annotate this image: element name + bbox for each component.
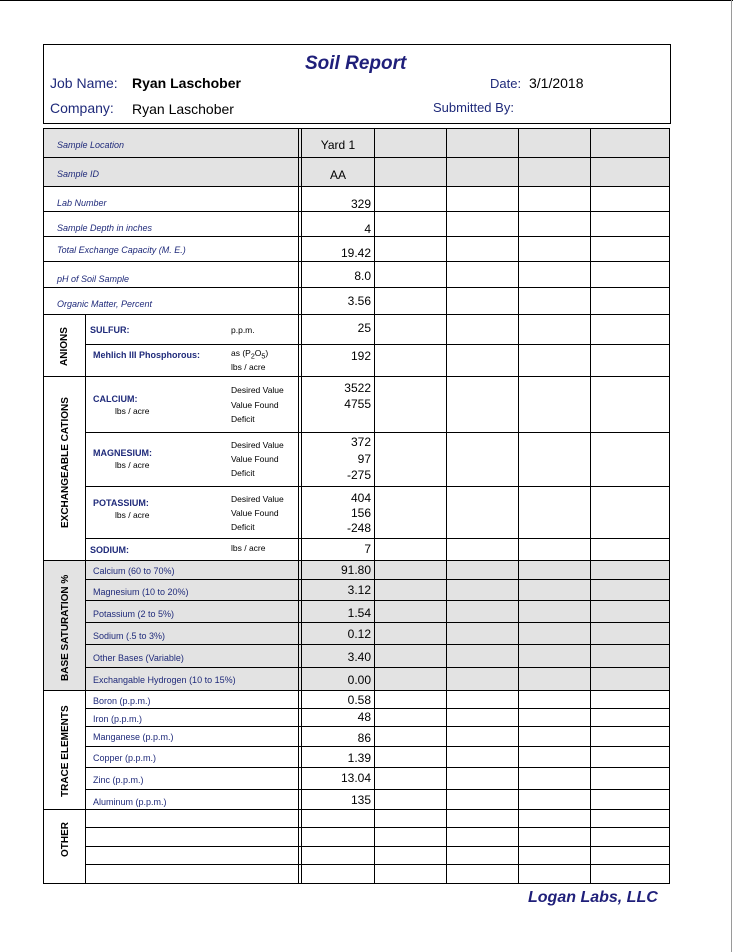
sample-location-value: Yard 1 [320, 138, 356, 152]
calcium-unit: lbs / acre [115, 406, 150, 416]
iron-value: 48 [357, 710, 371, 724]
sodium-label: SODIUM: [90, 545, 129, 555]
copper-value: 1.39 [347, 751, 371, 765]
magnesium-label: MAGNESIUM: [93, 448, 152, 458]
potassium-unit: lbs / acre [115, 510, 150, 520]
report-title: Soil Report [305, 53, 407, 74]
boron-value: 0.58 [347, 693, 371, 707]
magnesium-deficit-label: Deficit [231, 468, 255, 478]
tec-value: 19.42 [340, 246, 371, 260]
section-other: OTHER [60, 822, 71, 857]
ph-label: pH of Soil Sample [57, 274, 130, 284]
potassium-desired-label: Desired Value [231, 494, 284, 504]
bs-hydrogen-value: 0.00 [347, 673, 371, 687]
potassium-found-value: 156 [350, 506, 371, 520]
company-value: Ryan Laschober [132, 101, 234, 117]
bs-calcium-value: 91.80 [340, 563, 371, 577]
calcium-found-label: Value Found [231, 400, 279, 410]
zinc-value: 13.04 [340, 771, 371, 785]
section-anions: ANIONS [59, 327, 70, 366]
magnesium-unit: lbs / acre [115, 460, 150, 470]
potassium-found-label: Value Found [231, 508, 279, 518]
company-label: Company: [50, 100, 114, 116]
bs-sodium-value: 0.12 [347, 627, 371, 641]
manganese-label: Manganese (p.p.m.) [93, 732, 174, 742]
sulfur-value: 25 [357, 321, 371, 335]
organic-matter-value: 3.56 [347, 294, 371, 308]
potassium-desired-value: 404 [350, 491, 371, 505]
job-name-value: Ryan Laschober [132, 75, 241, 91]
phosphorous-unit: as $(P_2O_5)$ [231, 348, 269, 361]
sample-location-label: Sample Location [57, 140, 125, 150]
tec-label: Total Exchange Capacity (M. E.) [57, 245, 186, 255]
aluminum-value: 135 [350, 793, 371, 807]
sample-id-label: Sample ID [57, 169, 100, 179]
bs-other-bases-label: Other Bases (Variable) [93, 653, 184, 663]
section-trace-elements: TRACE ELEMENTS [60, 705, 71, 797]
phosphorous-value: 192 [350, 349, 371, 363]
calcium-desired-label: Desired Value [231, 385, 284, 395]
magnesium-desired-value: 372 [350, 435, 371, 449]
bs-magnesium-label: Magnesium (10 to 20%) [93, 587, 189, 597]
potassium-deficit-label: Deficit [231, 522, 255, 532]
date-label: Date: [490, 76, 522, 91]
phosphorous-unit-2: lbs / acre [231, 362, 266, 372]
date-value: 3/1/2018 [529, 75, 584, 91]
magnesium-found-value: 97 [357, 452, 371, 466]
sample-depth-value: 4 [364, 222, 371, 236]
calcium-found-value: 4755 [344, 397, 371, 411]
iron-label: Iron (p.p.m.) [93, 714, 143, 724]
calcium-label: CALCIUM: [93, 394, 138, 404]
potassium-deficit-value: -248 [346, 521, 371, 535]
footer-company: Logan Labs, LLC [528, 889, 658, 906]
bs-calcium-label: Calcium (60 to 70%) [93, 566, 175, 576]
calcium-desired-value: 3522 [344, 381, 371, 395]
job-name-label: Job Name: [50, 75, 118, 91]
lab-number-label: Lab Number [57, 198, 107, 208]
magnesium-found-label: Value Found [231, 454, 279, 464]
magnesium-desired-label: Desired Value [231, 440, 284, 450]
ph-value: 8.0 [354, 269, 371, 283]
organic-matter-label: Organic Matter, Percent [57, 299, 153, 309]
calcium-deficit-label: Deficit [231, 414, 255, 424]
copper-label: Copper (p.p.m.) [93, 753, 157, 763]
submitted-by-label: Submitted By: [433, 100, 514, 115]
boron-label: Boron (p.p.m.) [93, 696, 151, 706]
bs-hydrogen-label: Exchangable Hydrogen (10 to 15%) [93, 675, 236, 685]
sodium-unit: lbs / acre [231, 543, 266, 553]
zinc-label: Zinc (p.p.m.) [93, 775, 144, 785]
sulfur-label: SULFUR: [90, 325, 130, 335]
lab-number-value: 329 [350, 197, 371, 211]
bs-potassium-label: Potassium (2 to 5%) [93, 609, 175, 619]
potassium-label: POTASSIUM: [93, 498, 149, 508]
aluminum-label: Aluminum (p.p.m.) [93, 797, 167, 807]
phosphorous-label: Mehlich III Phosphorous: [93, 350, 201, 360]
bs-sodium-label: Sodium (.5 to 3%) [93, 631, 166, 641]
manganese-value: 86 [357, 731, 371, 745]
sodium-value: 7 [364, 542, 371, 556]
sample-id-value: AA [329, 168, 346, 182]
magnesium-deficit-value: -275 [346, 468, 371, 482]
section-exchangeable-cations: EXCHANGEABLE CATIONS [60, 397, 71, 528]
bs-potassium-value: 1.54 [347, 606, 371, 620]
section-base-saturation: BASE SATURATION % [60, 574, 71, 681]
bs-other-bases-value: 3.40 [347, 650, 371, 664]
sample-depth-label: Sample Depth in inches [57, 223, 153, 233]
bs-magnesium-value: 3.12 [347, 583, 371, 597]
sulfur-unit: p.p.m. [231, 325, 255, 335]
